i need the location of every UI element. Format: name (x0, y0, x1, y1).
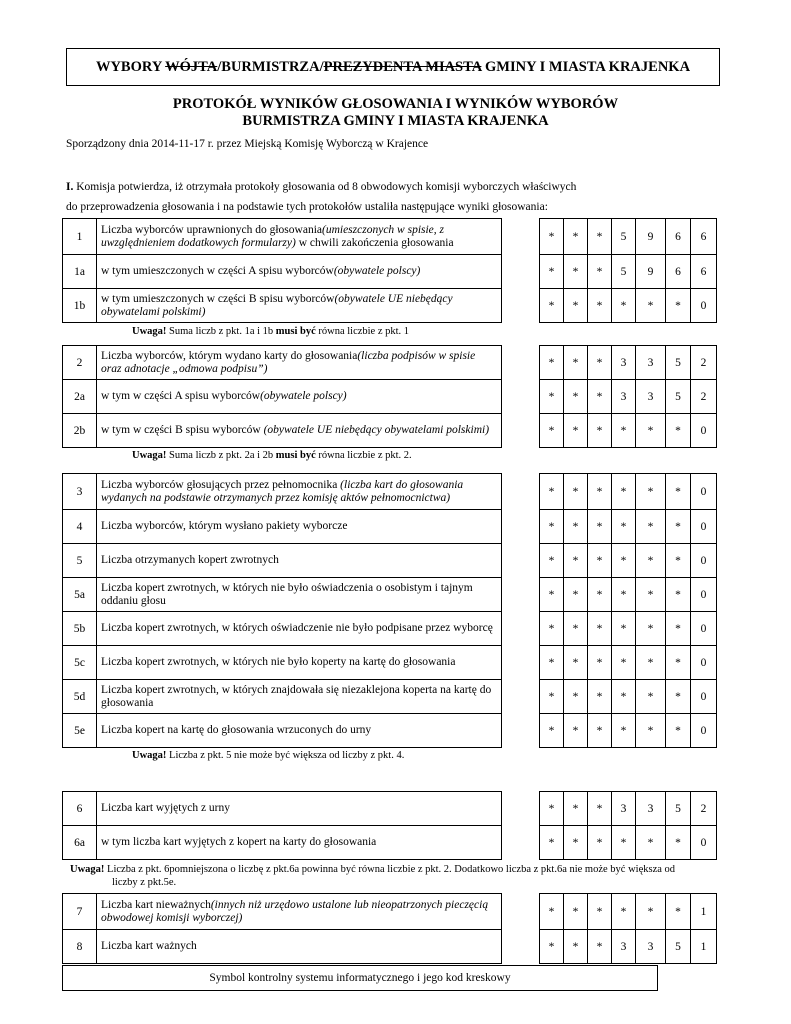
digit-cell: * (612, 474, 636, 510)
result-row (63, 289, 717, 323)
prepared-statement: Sporządzony dnia 2014-11-17 r. przez Miejską Komisję Wyborczą w Krajence (66, 138, 429, 150)
digit-cell: * (564, 544, 588, 578)
result-row (63, 930, 717, 964)
digit-cell: * (636, 612, 666, 646)
digit-cell: * (612, 289, 636, 323)
row-description: Liczba kart wyjętych z urny (97, 792, 502, 826)
digit-cell: 0 (691, 289, 717, 323)
column-gap (502, 612, 540, 646)
digit-cell: * (636, 414, 666, 448)
results-table-group2 (62, 345, 717, 448)
results-table-group3 (62, 473, 717, 748)
digit-cell: * (666, 680, 691, 714)
digit-cell: * (588, 219, 612, 255)
row-number: 3 (63, 474, 97, 510)
digit-cell: * (666, 510, 691, 544)
column-gap (502, 544, 540, 578)
digit-cell: 0 (691, 826, 717, 860)
digit-cell: 6 (666, 219, 691, 255)
digit-cell: * (666, 414, 691, 448)
intro-line1: I. Komisja potwierdza, iż otrzymała protokoły głosowania od 8 obwodowych komisji wyborczych właściwych (66, 181, 577, 193)
digit-cell: * (666, 714, 691, 748)
control-symbol-label: Symbol kontrolny systemu informatycznego i jego kod kreskowy (209, 972, 511, 984)
column-gap (502, 578, 540, 612)
digit-cell: 3 (636, 792, 666, 826)
digit-cell: * (540, 894, 564, 930)
digit-cell: * (564, 510, 588, 544)
digit-cell: * (588, 714, 612, 748)
row-description: w tym w części B spisu wyborców (obywatele UE niebędący obywatelami polskimi) (97, 414, 502, 448)
row-description: Liczba kart nieważnych(innych niż urzędowo ustalone lub nieopatrzonych pieczęcią obwodowej komisji wyborczej) (97, 894, 502, 930)
digit-cell: * (540, 380, 564, 414)
digit-cell: 3 (636, 380, 666, 414)
control-symbol-box (62, 965, 658, 991)
digit-cell: 0 (691, 714, 717, 748)
digit-cell: * (588, 646, 612, 680)
digit-cell: 5 (666, 380, 691, 414)
digit-cell: * (564, 894, 588, 930)
digit-cell: * (612, 612, 636, 646)
result-row (63, 680, 717, 714)
digit-cell: * (588, 255, 612, 289)
digit-cell: * (588, 578, 612, 612)
digit-cell: * (636, 714, 666, 748)
digit-cell: 3 (636, 930, 666, 964)
column-gap (502, 894, 540, 930)
digit-cell: * (540, 510, 564, 544)
row-description: Liczba kopert na kartę do głosowania wrzuconych do urny (97, 714, 502, 748)
column-gap (502, 255, 540, 289)
digit-cell: * (612, 680, 636, 714)
row-number: 6a (63, 826, 97, 860)
row-description: Liczba kopert zwrotnych, w których oświadczenie nie było podpisane przez wyborcę (97, 612, 502, 646)
digit-cell: * (636, 826, 666, 860)
row-number: 5e (63, 714, 97, 748)
row-description: Liczba wyborców, którym wysłano pakiety wyborcze (97, 510, 502, 544)
digit-cell: * (636, 474, 666, 510)
digit-cell: 9 (636, 255, 666, 289)
row-description: Liczba kopert zwrotnych, w których nie było oświadczenia o osobistym i tajnym oddaniu głosu (97, 578, 502, 612)
digit-cell: * (612, 414, 636, 448)
digit-cell: * (612, 578, 636, 612)
row-number: 5 (63, 544, 97, 578)
row-number: 6 (63, 792, 97, 826)
note-4-line2: liczby z pkt.5e. (112, 877, 177, 888)
digit-cell: * (666, 578, 691, 612)
column-gap (502, 714, 540, 748)
row-description: Liczba wyborców głosujących przez pełnomocnika (liczba kart do głosowania wydanych na podstawie otrzymanych przez komisję aktów pełnomocnictwa) (97, 474, 502, 510)
digit-cell: * (636, 646, 666, 680)
digit-cell: * (564, 646, 588, 680)
digit-cell: * (540, 289, 564, 323)
digit-cell: * (564, 255, 588, 289)
digit-cell: 0 (691, 414, 717, 448)
intro-line2: do przeprowadzenia głosowania i na podstawie tych protokołów ustaliła następujące wyniki głosowania: (66, 201, 548, 213)
digit-cell: 3 (612, 930, 636, 964)
note-2: Uwaga! Suma liczb z pkt. 2a i 2b musi być równa liczbie z pkt. 2. (132, 450, 412, 461)
result-row (63, 826, 717, 860)
digit-cell: * (666, 544, 691, 578)
digit-cell: * (540, 612, 564, 646)
digit-cell: * (612, 714, 636, 748)
digit-cell: * (564, 680, 588, 714)
row-description: Liczba wyborców uprawnionych do głosowania(umieszczonych w spisie, z uwzględnieniem dodatkowych formularzy) w chwili zakończenia głosowania (97, 219, 502, 255)
row-number: 2b (63, 414, 97, 448)
result-row (63, 612, 717, 646)
result-row (63, 544, 717, 578)
row-description: Liczba otrzymanych kopert zwrotnych (97, 544, 502, 578)
digit-cell: 6 (666, 255, 691, 289)
digit-cell: 5 (666, 930, 691, 964)
row-description: Liczba kopert zwrotnych, w których nie było koperty na kartę do głosowania (97, 646, 502, 680)
digit-cell: 2 (691, 792, 717, 826)
digit-cell: 3 (612, 792, 636, 826)
column-gap (502, 219, 540, 255)
digit-cell: * (564, 930, 588, 964)
digit-cell: * (666, 289, 691, 323)
column-gap (502, 826, 540, 860)
digit-cell: 5 (612, 219, 636, 255)
result-row (63, 510, 717, 544)
digit-cell: 0 (691, 474, 717, 510)
digit-cell: * (564, 289, 588, 323)
election-title: WYBORY WÓJTA/BURMISTRZA/PREZYDENTA MIASTA GMINY I MIASTA KRAJENKA (95, 58, 691, 75)
digit-cell: * (540, 826, 564, 860)
digit-cell: 0 (691, 646, 717, 680)
protocol-title-line1: PROTOKÓŁ WYNIKÓW GŁOSOWANIA I WYNIKÓW WYBORÓW (172, 96, 619, 112)
column-gap (502, 474, 540, 510)
digit-cell: * (588, 894, 612, 930)
column-gap (502, 414, 540, 448)
digit-cell: * (666, 474, 691, 510)
digit-cell: 9 (636, 219, 666, 255)
digit-cell: * (564, 474, 588, 510)
digit-cell: 2 (691, 346, 717, 380)
digit-cell: 3 (612, 380, 636, 414)
digit-cell: * (564, 826, 588, 860)
note-1: Uwaga! Suma liczb z pkt. 1a i 1b musi być równa liczbie z pkt. 1 (132, 326, 410, 337)
digit-cell: * (540, 680, 564, 714)
row-number: 2 (63, 346, 97, 380)
row-number: 1a (63, 255, 97, 289)
row-description: Liczba wyborców, którym wydano karty do głosowania(liczba podpisów w spisie oraz adnotacje „odmowa podpisu”) (97, 346, 502, 380)
digit-cell: * (588, 380, 612, 414)
column-gap (502, 510, 540, 544)
column-gap (502, 289, 540, 323)
row-number: 2a (63, 380, 97, 414)
digit-cell: * (636, 680, 666, 714)
digit-cell: * (540, 219, 564, 255)
digit-cell: * (540, 578, 564, 612)
digit-cell: 0 (691, 510, 717, 544)
result-row (63, 414, 717, 448)
row-number: 5b (63, 612, 97, 646)
column-gap (502, 346, 540, 380)
digit-cell: 0 (691, 544, 717, 578)
digit-cell: 5 (612, 255, 636, 289)
column-gap (502, 930, 540, 964)
row-description: w tym umieszczonych w części B spisu wyborców(obywatele UE niebędący obywatelami polskimi) (97, 289, 502, 323)
digit-cell: 1 (691, 894, 717, 930)
digit-cell: * (540, 930, 564, 964)
digit-cell: * (612, 646, 636, 680)
row-number: 5d (63, 680, 97, 714)
row-number: 5a (63, 578, 97, 612)
row-description: Liczba kart ważnych (97, 930, 502, 964)
row-description: w tym umieszczonych w części A spisu wyborców(obywatele polscy) (97, 255, 502, 289)
column-gap (502, 792, 540, 826)
digit-cell: * (666, 826, 691, 860)
result-row (63, 346, 717, 380)
digit-cell: * (636, 578, 666, 612)
digit-cell: * (588, 544, 612, 578)
digit-cell: * (588, 414, 612, 448)
digit-cell: * (564, 380, 588, 414)
digit-cell: * (636, 894, 666, 930)
digit-cell: * (540, 474, 564, 510)
digit-cell: * (540, 346, 564, 380)
result-row (63, 474, 717, 510)
digit-cell: * (612, 510, 636, 544)
digit-cell: * (588, 510, 612, 544)
result-row (63, 219, 717, 255)
digit-cell: * (540, 714, 564, 748)
digit-cell: * (588, 612, 612, 646)
digit-cell: * (636, 510, 666, 544)
row-number: 5c (63, 646, 97, 680)
result-row (63, 380, 717, 414)
results-table-group4 (62, 791, 717, 860)
row-description: Liczba kopert zwrotnych, w których znajdowała się niezaklejona koperta na kartę do głosowania (97, 680, 502, 714)
digit-cell: * (540, 646, 564, 680)
digit-cell: * (612, 544, 636, 578)
row-description: w tym liczba kart wyjętych z kopert na karty do głosowania (97, 826, 502, 860)
digit-cell: * (564, 414, 588, 448)
row-number: 8 (63, 930, 97, 964)
digit-cell: * (588, 289, 612, 323)
row-number: 1 (63, 219, 97, 255)
digit-cell: * (564, 612, 588, 646)
digit-cell: * (564, 346, 588, 380)
digit-cell: * (588, 792, 612, 826)
digit-cell: * (612, 894, 636, 930)
digit-cell: * (588, 474, 612, 510)
row-number: 7 (63, 894, 97, 930)
column-gap (502, 380, 540, 414)
digit-cell: * (588, 680, 612, 714)
digit-cell: * (636, 544, 666, 578)
results-table-group5 (62, 893, 717, 964)
digit-cell: * (588, 930, 612, 964)
digit-cell: 1 (691, 930, 717, 964)
note-3: Uwaga! Liczba z pkt. 5 nie może być większa od liczby z pkt. 4. (132, 750, 405, 761)
result-row (63, 792, 717, 826)
digit-cell: 2 (691, 380, 717, 414)
digit-cell: * (564, 578, 588, 612)
digit-cell: * (540, 414, 564, 448)
digit-cell: 6 (691, 219, 717, 255)
digit-cell: 0 (691, 680, 717, 714)
digit-cell: * (540, 544, 564, 578)
digit-cell: * (564, 792, 588, 826)
digit-cell: * (666, 612, 691, 646)
digit-cell: 0 (691, 612, 717, 646)
result-row (63, 714, 717, 748)
digit-cell: 6 (691, 255, 717, 289)
row-number: 1b (63, 289, 97, 323)
protocol-title-line2: BURMISTRZA GMINY I MIASTA KRAJENKA (242, 113, 549, 129)
digit-cell: * (540, 792, 564, 826)
digit-cell: * (564, 219, 588, 255)
digit-cell: 5 (666, 346, 691, 380)
digit-cell: * (612, 826, 636, 860)
digit-cell: * (540, 255, 564, 289)
election-title-box (66, 48, 720, 86)
result-row (63, 894, 717, 930)
result-row (63, 255, 717, 289)
digit-cell: * (666, 646, 691, 680)
column-gap (502, 646, 540, 680)
digit-cell: * (564, 714, 588, 748)
digit-cell: 5 (666, 792, 691, 826)
result-row (63, 646, 717, 680)
digit-cell: * (588, 346, 612, 380)
digit-cell: * (588, 826, 612, 860)
row-description: w tym w części A spisu wyborców(obywatele polscy) (97, 380, 502, 414)
column-gap (502, 680, 540, 714)
row-number: 4 (63, 510, 97, 544)
result-row (63, 578, 717, 612)
digit-cell: * (666, 894, 691, 930)
digit-cell: 3 (612, 346, 636, 380)
digit-cell: 3 (636, 346, 666, 380)
note-4: Uwaga! Liczba z pkt. 6pomniejszona o liczbę z pkt.6a powinna być równa liczbie z pkt. 2. Dodatkowo liczba z pkt.6a nie może być większa od (70, 864, 676, 875)
digit-cell: 0 (691, 578, 717, 612)
digit-cell: * (636, 289, 666, 323)
results-table-group1 (62, 218, 717, 323)
